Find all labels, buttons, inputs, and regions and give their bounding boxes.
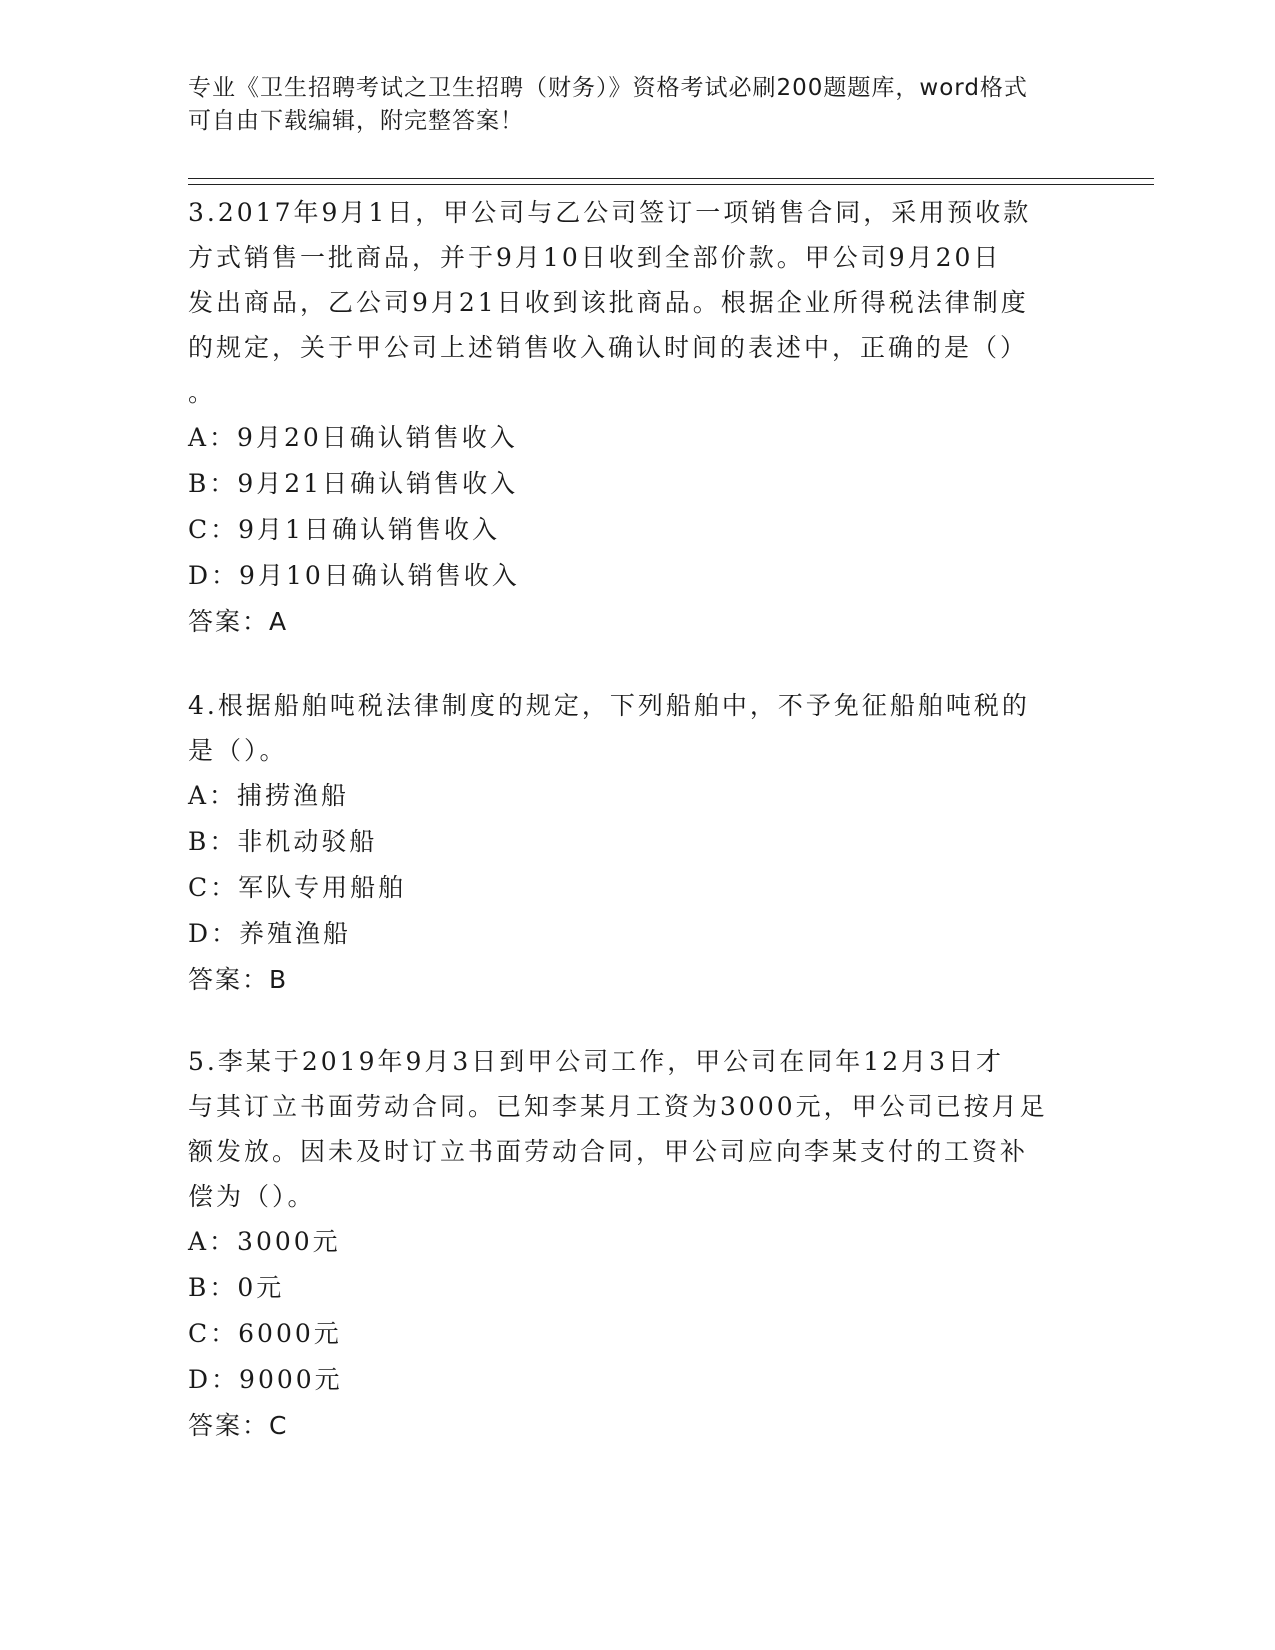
question-3-stem-line: 。 [188, 378, 217, 407]
question-3-stem-line: 3.2017年9月1日，甲公司与乙公司签订一项销售合同，采用预收款 [188, 198, 1032, 227]
question-4-option-c: C：军队专用船舶 [188, 873, 407, 902]
question-4-option-d: D：养殖渔船 [188, 919, 352, 948]
question-3-answer: 答案：A [188, 607, 289, 636]
question-3 [188, 190, 1078, 645]
question-4 [188, 683, 1078, 1003]
question-5-stem-line: 5.李某于2019年9月3日到甲公司工作，甲公司在同年12月3日才 [188, 1047, 1005, 1076]
question-3-stem-line: 方式销售一批商品，并于9月10日收到全部价款。甲公司9月20日 [188, 243, 1002, 272]
question-3-option-a: A：9月20日确认销售收入 [188, 423, 518, 452]
question-5-option-c: C：6000元 [188, 1319, 342, 1348]
question-5-option-d: D：9000元 [188, 1365, 343, 1394]
question-5-stem-line: 与其订立书面劳动合同。已知李某月工资为3000元，甲公司已按月足 [188, 1092, 1048, 1121]
question-5-option-b: B：0元 [188, 1273, 285, 1302]
question-5-stem-line: 偿为（）。 [188, 1182, 316, 1211]
header-line-1: 专业《卫生招聘考试之卫生招聘（财务）》资格考试必刷200题题库，word格式 [188, 75, 1028, 101]
question-4-stem-line: 4.根据船舶吨税法律制度的规定，下列船舶中，不予免征船舶吨税的 [188, 691, 1030, 720]
header-divider-top [188, 178, 1154, 179]
question-4-option-a: A：捕捞渔船 [188, 781, 350, 810]
question-5-stem-line: 额发放。因未及时订立书面劳动合同，甲公司应向李某支付的工资补 [188, 1137, 1029, 1166]
header-line-2: 可自由下载编辑，附完整答案！ [188, 108, 524, 134]
header-divider-bottom [188, 184, 1154, 185]
question-spacer [188, 645, 1078, 683]
question-3-option-b: B：9月21日确认销售收入 [188, 469, 519, 498]
question-3-stem-line: 发出商品，乙公司9月21日收到该批商品。根据企业所得税法律制度 [188, 288, 1029, 317]
question-5-option-a: A：3000元 [188, 1227, 341, 1256]
question-5-answer: 答案：C [188, 1411, 289, 1440]
question-4-option-b: B：非机动驳船 [188, 827, 378, 856]
question-3-option-c: C：9月1日确认销售收入 [188, 515, 500, 544]
question-3-stem-line: 的规定，关于甲公司上述销售收入确认时间的表述中，正确的是（） [188, 333, 1029, 362]
question-spacer [188, 1003, 1078, 1039]
document-header [188, 72, 1068, 138]
question-3-option-d: D：9月10日确认销售收入 [188, 561, 520, 590]
question-4-answer: 答案：B [188, 965, 289, 994]
question-5 [188, 1039, 1078, 1449]
question-list [188, 190, 1078, 1449]
question-4-stem-line: 是（）。 [188, 736, 288, 765]
